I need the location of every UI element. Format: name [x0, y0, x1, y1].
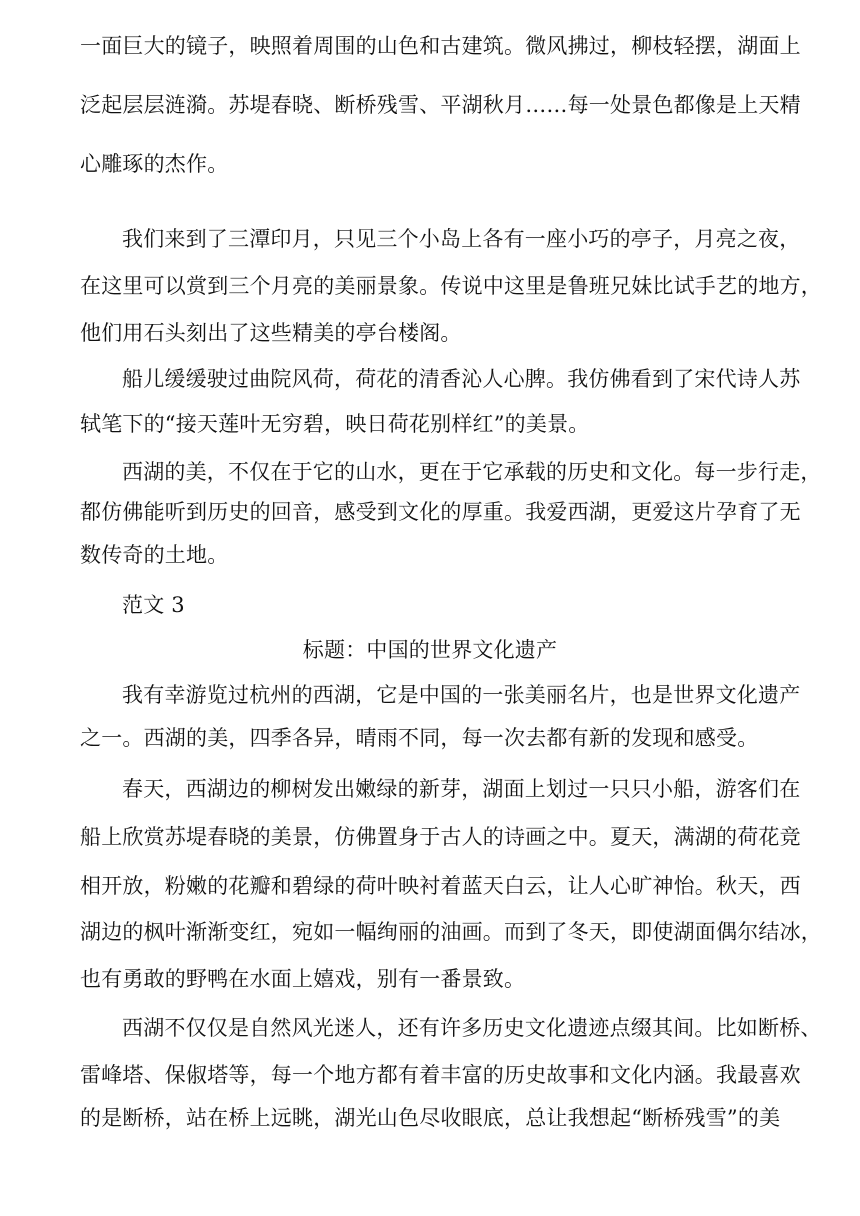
text-line: 的是断桥，站在桥上远眺，湖光山色尽收眼底，总让我想起“断桥残雪”的美 — [80, 1106, 781, 1130]
text-line: 西湖的美，不仅在于它的山水，更在于它承载的历史和文化。每一步行走， — [122, 460, 822, 484]
text-line: 我有幸游览过杭州的西湖，它是中国的一张美丽名片，也是世界文化遗产 — [122, 683, 801, 707]
text-line: 他们用石头刻出了这些精美的亭台楼阁。 — [80, 321, 462, 345]
text-line: 一面巨大的镜子，映照着周围的山色和古建筑。微风拂过，柳枝轻摆，湖面上 — [80, 34, 801, 58]
text-line: 雷峰塔、保俶塔等，每一个地方都有着丰富的历史故事和文化内涵。我最喜欢 — [80, 1063, 801, 1087]
text-line: 都仿佛能听到历史的回音，感受到文化的厚重。我爱西湖，更爱这片孕育了无 — [80, 500, 801, 524]
text-line: 西湖不仅仅是自然风光迷人，还有许多历史文化遗迹点缀其间。比如断桥、 — [122, 1016, 822, 1040]
text-line: 相开放，粉嫩的花瓣和碧绿的荷叶映衬着蓝天白云，让人心旷神怡。秋天，西 — [80, 874, 801, 898]
text-line: 湖边的枫叶渐渐变红，宛如一幅绚丽的油画。而到了冬天，即使湖面偶尔结冰， — [80, 920, 822, 944]
essay-title: 标题：中国的世界文化遗产 — [302, 638, 558, 662]
section-heading: 范文 3 — [122, 593, 185, 617]
text-line: 春天，西湖边的柳树发出嫩绿的新芽，湖面上划过一只只小船，游客们在 — [122, 777, 801, 801]
text-line: 我们来到了三潭印月，只见三个小岛上各有一座小巧的亭子，月亮之夜， — [122, 227, 801, 251]
text-line: 轼笔下的“接天莲叶无穷碧，映日荷花别样红”的美景。 — [80, 412, 590, 436]
text-line: 也有勇敢的野鸭在水面上嬉戏，别有一番景致。 — [80, 967, 526, 991]
text-line: 船上欣赏苏堤春晓的美景，仿佛置身于古人的诗画之中。夏天，满湖的荷花竞 — [80, 825, 801, 849]
text-line: 泛起层层涟漪。苏堤春晓、断桥残雪、平湖秋月……每一处景色都像是上天精 — [80, 93, 801, 117]
text-line: 在这里可以赏到三个月亮的美丽景象。传说中这里是鲁班兄妹比试手艺的地方， — [80, 274, 822, 298]
text-line: 数传奇的土地。 — [80, 543, 229, 567]
text-line: 心雕琢的杰作。 — [80, 152, 229, 176]
text-line: 之一。西湖的美，四季各异，晴雨不同，每一次去都有新的发现和感受。 — [80, 726, 759, 750]
text-line: 船儿缓缓驶过曲院风荷，荷花的清香沁人心脾。我仿佛看到了宋代诗人苏 — [122, 367, 801, 391]
